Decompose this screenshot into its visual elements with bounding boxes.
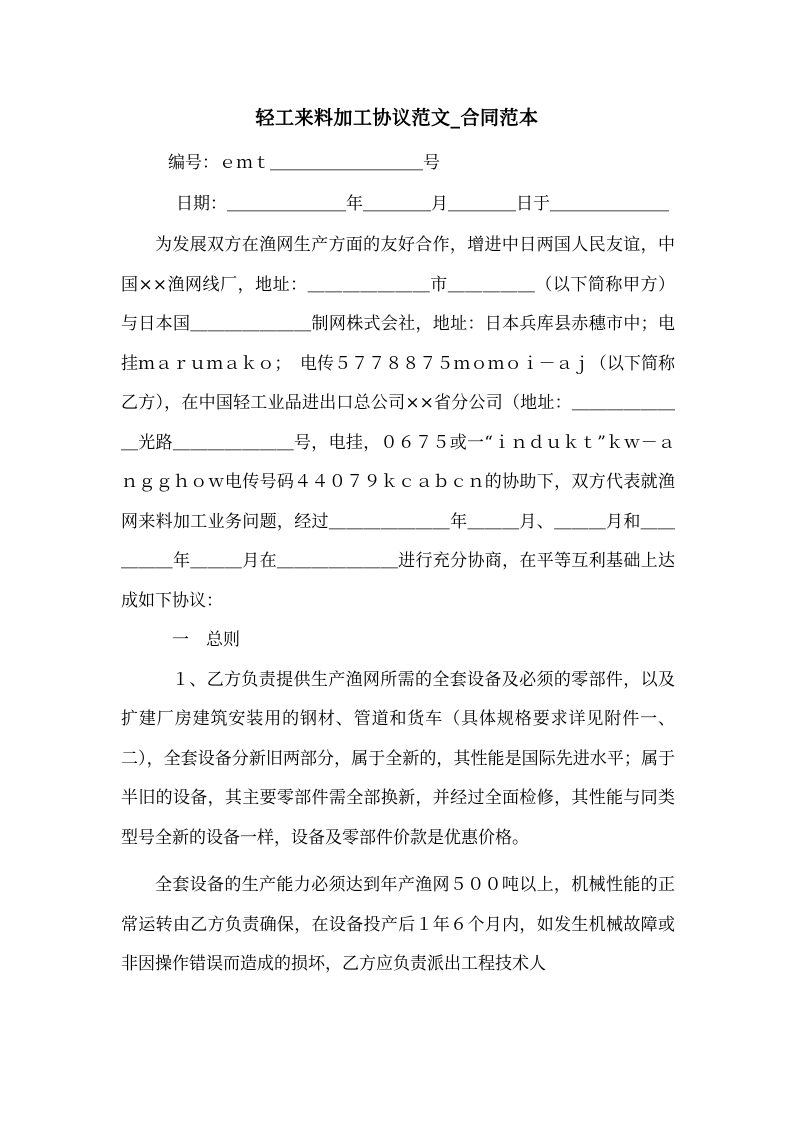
- section-heading: 一 总则: [172, 630, 240, 650]
- clause-paragraph: １、乙方负责提供生产渔网所需的全套设备及必须的零部件，以及扩建厂房建筑安装用的钢材、管道和货车（具体规格要求详见附件一、二），全套设备分新旧两部分，属于全新的，其性能是国际先进水平；属于半旧的设备，其主要零部件需全部换新，并经过全面检修，其性能与同类型号全新的设备一样，设备及零部件价款是优惠价格。: [121, 669, 675, 848]
- preamble-paragraph: 为发展双方在渔网生产方面的友好合作，增进中日两国人民友谊，中国××渔网线厂，地址：＿＿＿＿＿＿＿市＿＿＿＿＿（以下简称甲方）与日本国＿＿＿＿＿＿＿制网株式会社，地址：日本兵库县赤穗市中；电挂ｍａｒｕｍａｋｏ； 电传５７７８８７５ｍｏｍｏｉ－ａｊ（以下简称乙方），在中国轻工业品进出口总公司××省分公司（地址：＿＿＿＿＿＿＿光路＿＿＿＿＿＿＿号，电挂，０６７５或一“ｉｎｄｕｋｔ”ｋｗ－ａｎｇｇｈｏｗ电传号码４４０７９ｋｃａｂｃｎ的协助下，双方代表就渔网来料加工业务问题，经过＿＿＿＿＿＿＿年＿＿＿月、＿＿＿月和＿＿＿＿＿年＿＿＿月在＿＿＿＿＿＿＿进行充分协商，在平等互利基础上达成如下协议：: [121, 235, 675, 611]
- contract-date-line: 日期：＿＿＿＿＿＿＿年＿＿＿＿月＿＿＿＿日于＿＿＿＿＿＿＿: [176, 194, 669, 214]
- clause-paragraph: 全套设备的生产能力必须达到年产渔网５００吨以上，机械性能的正常运转由乙方负责确保，在设备投产后１年６个月内，如发生机械故障或非因操作错误而造成的损坏，乙方应负责派出工程技术人: [121, 875, 675, 974]
- document-body: [121, 226, 675, 985]
- document-title: 轻工来料加工协议范文_合同范本: [255, 107, 539, 129]
- contract-number-line: 编号：ｅｍｔ＿＿＿＿＿＿＿＿＿号: [168, 153, 440, 173]
